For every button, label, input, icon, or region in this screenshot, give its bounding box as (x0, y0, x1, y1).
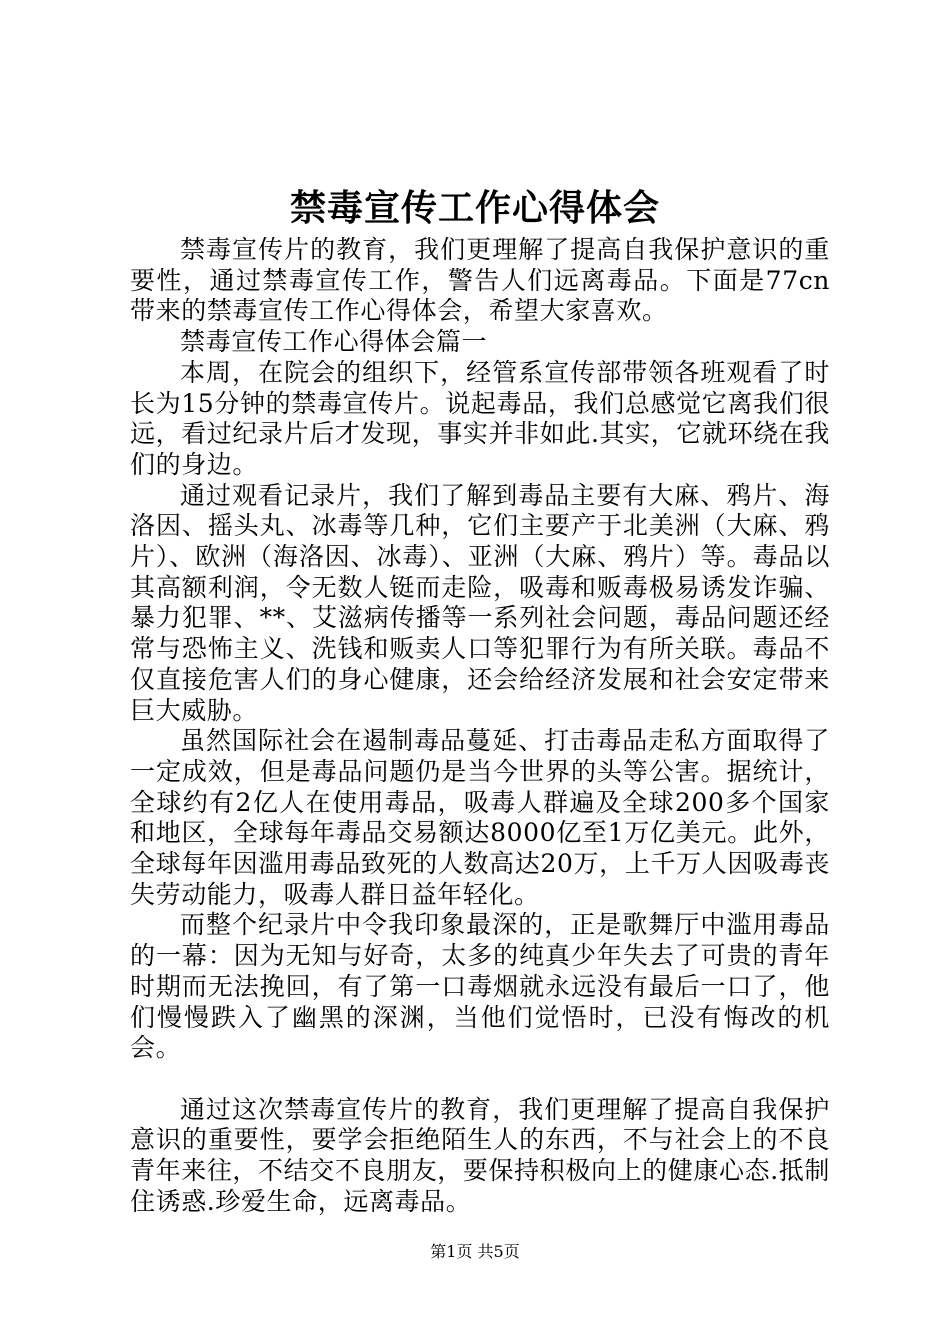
page-number-footer: 第1页 共5页 (430, 1242, 520, 1261)
body-paragraph: 通过观看记录片，我们了解到毒品主要有大麻、鸦片、海洛因、摇头丸、冰毒等几种，它们主要产于北美洲（大麻、鸦片）、欧洲（海洛因、冰毒）、亚洲（大麻、鸦片）等。毒品以其高额利润，令无数人铤而走险，吸毒和贩毒极易诱发诈骗、暴力犯罪、**、艾滋病传播等一系列社会问题，毒品问题还经常与恐怖主义、洗钱和贩卖人口等犯罪行为有所关联。毒品不仅直接危害人们的身心健康，还会给经济发展和社会安定带来巨大威胁。 (130, 480, 830, 725)
body-paragraph: 而整个纪录片中令我印象最深的，正是歌舞厅中滥用毒品的一幕：因为无知与好奇，太多的纯真少年失去了可贵的青年时期而无法挽回，有了第一口毒烟就永远没有最后一口了，他们慢慢跌入了幽黑的深渊，当他们觉悟时，已没有悔改的机会。 (130, 910, 830, 1063)
body-paragraph: 虽然国际社会在遏制毒品蔓延、打击毒品走私方面取得了一定成效，但是毒品问题仍是当今世界的头等公害。据统计，全球约有2亿人在使用毒品，吸毒人群遍及全球200多个国家和地区，全球每年毒品交易额达8000亿至1万亿美元。此外，全球每年因滥用毒品致死的人数高达20万，上千万人因吸毒丧失劳动能力，吸毒人群日益年轻化。 (130, 726, 830, 909)
closing-paragraph: 通过这次禁毒宣传片的教育，我们更理解了提高自我保护意识的重要性，要学会拒绝陌生人的东西，不与社会上的不良青年来往，不结交不良朋友，要保持积极向上的健康心态.抵制住诱惑.珍爱生命，远离毒品。 (130, 1094, 830, 1216)
document-body (130, 235, 830, 1217)
body-paragraph: 本周，在院会的组织下，经管系宣传部带领各班观看了时长为15分钟的禁毒宣传片。说起毒品，我们总感觉它离我们很远，看过纪录片后才发现，事实并非如此.其实，它就环绕在我们的身边。 (130, 357, 830, 479)
section-heading: 禁毒宣传工作心得体会篇一 (180, 327, 488, 357)
intro-paragraph: 禁毒宣传片的教育，我们更理解了提高自我保护意识的重要性，通过禁毒宣传工作，警告人们远离毒品。下面是77cn带来的禁毒宣传工作心得体会，希望大家喜欢。 (130, 235, 830, 326)
paragraph-spacer (130, 1064, 830, 1095)
page-title: 禁毒宣传工作心得体会 (289, 187, 660, 229)
